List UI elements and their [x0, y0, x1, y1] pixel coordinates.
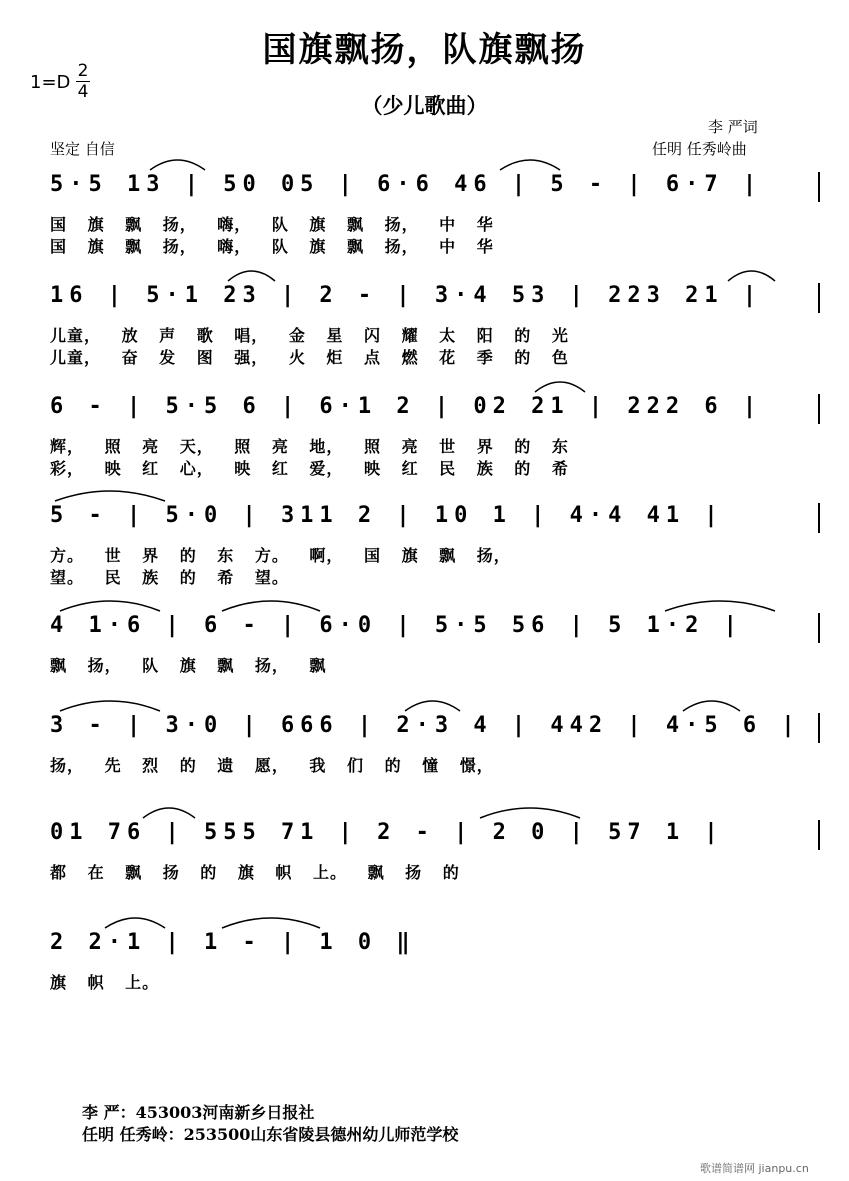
slur — [143, 808, 195, 818]
notes-line: 6 - | 5·5 6 | 6·1 2 | 02 21 | 222 6 | — [50, 394, 763, 419]
time-signature-top: 2 — [77, 61, 89, 81]
slur — [683, 701, 740, 711]
slur — [405, 701, 460, 711]
footer-address-2: 任明 任秀岭：253500山东省陵县德州幼儿师范学校 — [82, 1125, 459, 1144]
lyrics-verse-1: 旗 帜 上。 — [50, 973, 160, 992]
lyrics-verse-2: 彩， 映 红 心， 映 红 爱， 映 红 民 族 的 希 — [50, 459, 569, 478]
lyrics-verse-2: 儿童， 奋 发 图 强， 火 炬 点 燃 花 季 的 色 — [50, 348, 569, 367]
notes-line: 4 1·6 | 6 - | 6·0 | 5·5 56 | 5 1·2 | — [50, 613, 743, 638]
song-title: 国旗飘扬，队旗飘扬 — [262, 30, 587, 70]
notes-line: 5 - | 5·0 | 311 2 | 10 1 | 4·4 41 | — [50, 503, 724, 528]
slur — [480, 808, 580, 818]
notes-line: 5·5 13 | 50 05 | 6·6 46 | 5 - | 6·7 | — [50, 172, 763, 197]
slur — [728, 271, 775, 281]
slur — [222, 601, 320, 611]
slur — [535, 382, 585, 392]
lyrics-verse-1: 国 旗 飘 扬， 嗨， 队 旗 飘 扬， 中 华 — [50, 215, 494, 234]
lyrics-verse-1: 儿童， 放 声 歌 唱， 金 星 闪 耀 太 阳 的 光 — [50, 326, 569, 345]
lyrics-verse-1: 辉， 照 亮 天， 照 亮 地， 照 亮 世 界 的 东 — [50, 437, 569, 456]
composer-credit: 任明 任秀岭曲 — [652, 140, 747, 158]
lyrics-verse-1: 飘 扬， 队 旗 飘 扬， 飘 — [50, 656, 327, 675]
notes-line: 16 | 5·1 23 | 2 - | 3·4 53 | 223 21 | — [50, 283, 763, 308]
time-signature-bottom: 4 — [77, 82, 89, 102]
footer-address-1: 李 严：453003河南新乡日报社 — [82, 1103, 315, 1122]
tempo-mark: 坚定 自信 — [50, 140, 115, 158]
lyrics-verse-2: 望。 民 族 的 希 望。 — [50, 568, 289, 587]
lyricist-credit: 李 严词 — [708, 118, 758, 136]
lyrics-verse-2: 国 旗 飘 扬， 嗨， 队 旗 飘 扬， 中 华 — [50, 237, 494, 256]
lyrics-verse-1: 方。 世 界 的 东 方。 啊， 国 旗 飘 扬， — [50, 546, 511, 565]
slur — [55, 491, 165, 501]
lyrics-verse-1: 都 在 飘 扬 的 旗 帜 上。 飘 扬 的 — [50, 863, 460, 882]
slur — [222, 918, 320, 928]
notes-line: 3 - | 3·0 | 666 | 2·3 4 | 442 | 4·5 6 | — [50, 713, 801, 738]
song-subtitle: （少儿歌曲） — [361, 94, 488, 118]
slur — [150, 160, 205, 170]
lyrics-verse-1: 扬， 先 烈 的 遗 愿， 我 们 的 憧 憬， — [50, 756, 494, 775]
slur — [665, 601, 775, 611]
notes-line: 01 76 | 555 71 | 2 - | 2 0 | 57 1 | — [50, 820, 724, 845]
watermark: 歌谱简谱网 jianpu.cn — [700, 1162, 809, 1175]
notes-line: 2 2·1 | 1 - | 1 0 ‖ — [50, 930, 416, 955]
slur — [60, 601, 160, 611]
slur — [228, 271, 275, 281]
key-signature: 1=D — [30, 72, 71, 93]
slur — [60, 701, 160, 711]
slur — [500, 160, 560, 170]
slur — [105, 918, 165, 928]
